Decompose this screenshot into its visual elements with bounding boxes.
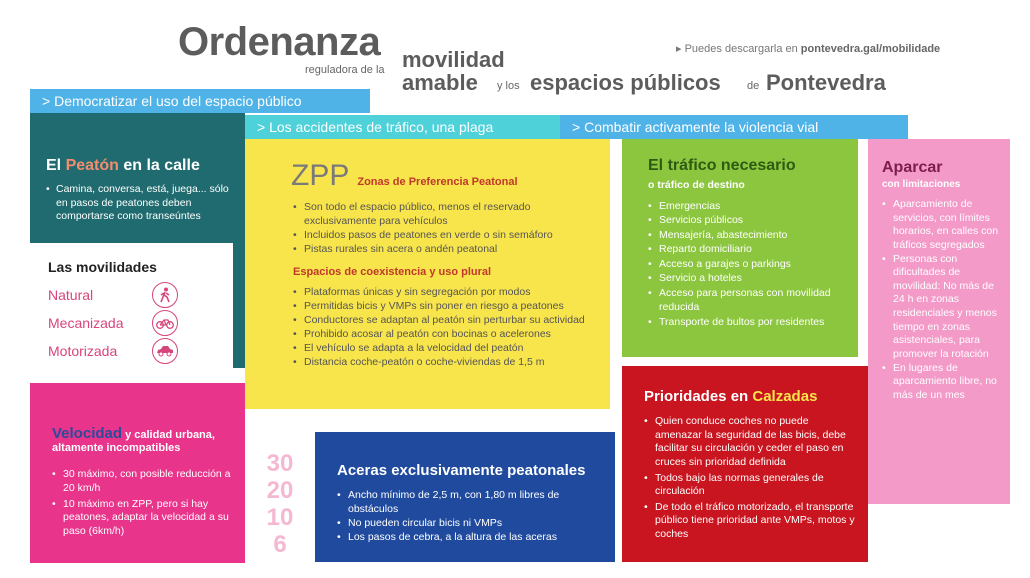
list-item: • No pueden circular bicis ni VMPs bbox=[337, 517, 605, 531]
list-item: • El vehículo se adapta a la velocidad del peatón bbox=[293, 342, 592, 356]
title-reguladora: reguladora de la bbox=[305, 64, 385, 76]
title-movilidad: movilidad bbox=[402, 47, 505, 72]
prioridades-panel bbox=[622, 366, 868, 562]
trafico-subtitle: o tráfico de destino bbox=[648, 179, 745, 191]
list-item: • En lugares de aparcamiento libre, no más de un mes bbox=[882, 362, 1004, 403]
movilidades-panel bbox=[30, 243, 245, 368]
velocidad-panel bbox=[30, 383, 245, 563]
list-item: • Prohibido acosar al peatón con bocinas o acelerones bbox=[293, 328, 592, 342]
list-item: • Todos bajo las normas generales de circulación bbox=[644, 472, 858, 499]
velocidad-subtitle: altamente incompatibles bbox=[52, 442, 181, 455]
teal-side-bar bbox=[233, 243, 245, 368]
zpp-list bbox=[293, 201, 592, 256]
list-item: • Permitidas bicis y VMPs sin poner en riesgo a peatones bbox=[293, 300, 592, 314]
velocidad-list bbox=[52, 468, 233, 538]
list-item: • Acceso para personas con movilidad reducida bbox=[648, 286, 846, 315]
speed-numbers bbox=[258, 450, 302, 558]
list-item: • Transporte de bultos por residentes bbox=[648, 315, 846, 329]
list-item: • Quien conduce coches no puede amenazar la seguridad de las bicis, debe facilitar su circulación y ceder el paso en cruces sin prioridad definida bbox=[644, 415, 858, 470]
title-de: de bbox=[747, 80, 760, 92]
speed-number: 30 bbox=[266, 450, 294, 477]
trafico-title: El tráfico necesario bbox=[648, 157, 796, 174]
title-pontevedra: Pontevedra bbox=[766, 70, 886, 95]
aparcar-list bbox=[882, 198, 1004, 403]
download-note bbox=[676, 42, 940, 55]
list-item: • 10 máximo en ZPP, pero si hay peatones, adaptar la velocidad a su paso (6km/h) bbox=[52, 498, 233, 539]
aceras-title: Aceras exclusivamente peatonales bbox=[337, 462, 586, 479]
list-item: • Acceso a garajes o parkings bbox=[648, 257, 846, 271]
peaton-text: • Camina, conversa, está, juega... sólo en pasos de peatones deben comportarse como transeúntes bbox=[46, 183, 231, 224]
banner-accidentes: > Los accidentes de tráfico, una plaga bbox=[245, 115, 560, 139]
speed-number: 20 bbox=[266, 477, 294, 504]
list-item: • Servicios públicos bbox=[648, 213, 846, 227]
chevron-right-icon: > bbox=[42, 93, 55, 109]
movilidad-motorizada: Motorizada bbox=[48, 337, 245, 365]
aparcar-title: Aparcar bbox=[882, 159, 943, 176]
velocidad-title: Velocidad y calidad urbana, bbox=[52, 425, 215, 442]
peaton-panel bbox=[30, 113, 245, 243]
chevron-right-icon: > bbox=[572, 119, 585, 135]
zpp-panel bbox=[245, 139, 610, 409]
list-item: • De todo el tráfico motorizado, el transporte público tiene prioridad ante VMPs, motos y coches bbox=[644, 501, 858, 542]
aceras-list bbox=[337, 489, 605, 544]
bicycle-icon bbox=[152, 310, 178, 336]
banner-violencia-vial: > Combatir activamente la violencia vial bbox=[560, 115, 908, 139]
zpp-big-title: ZPP bbox=[291, 159, 350, 192]
zpp-list2 bbox=[293, 286, 592, 369]
list-item: • 30 máximo, con posible reducción a 20 km/h bbox=[52, 468, 233, 495]
list-item: • Conductores se adaptan al peatón sin perturbar su actividad bbox=[293, 314, 592, 328]
list-item: • Emergencias bbox=[648, 199, 846, 213]
title-y-los: y los bbox=[497, 80, 520, 92]
list-item: • Plataformas únicas y sin segregación por modos bbox=[293, 286, 592, 300]
list-item: • Servicio a hoteles bbox=[648, 271, 846, 285]
title-amable: amable bbox=[402, 70, 478, 95]
list-item: • Ancho mínimo de 2,5 m, con 1,80 m libres de obstáculos bbox=[337, 489, 605, 517]
list-item: • Los pasos de cebra, a la altura de las aceras bbox=[337, 531, 605, 545]
arrow-icon: ▸ bbox=[676, 43, 682, 55]
download-prefix: Puedes descargarla en bbox=[684, 43, 798, 55]
list-item: • Reparto domiciliario bbox=[648, 242, 846, 256]
chevron-right-icon: > bbox=[257, 119, 270, 135]
movilidad-natural: Natural bbox=[48, 281, 245, 309]
car-icon bbox=[152, 338, 178, 364]
walking-person-icon bbox=[152, 282, 178, 308]
speed-number: 10 bbox=[266, 504, 294, 531]
list-item: • Mensajería, abastecimiento bbox=[648, 228, 846, 242]
trafico-list bbox=[648, 199, 846, 329]
aceras-panel bbox=[315, 432, 615, 562]
zpp-subtitle: Zonas de Preferencia Peatonal bbox=[357, 176, 518, 188]
aparcar-panel bbox=[868, 139, 1010, 504]
prioridades-list bbox=[644, 415, 858, 542]
zpp-heading2: Espacios de coexistencia y uso plural bbox=[293, 266, 492, 279]
trafico-panel bbox=[622, 139, 858, 357]
list-item: • Aparcamiento de servicios, con límites horarios, en calles con tráficos segregados bbox=[882, 198, 1004, 253]
prioridades-title: Prioridades en Calzadas bbox=[644, 388, 818, 405]
speed-number: 6 bbox=[273, 531, 287, 558]
movilidad-mecanizada: Mecanizada bbox=[48, 309, 245, 337]
peaton-title: El Peatón en la calle bbox=[46, 157, 200, 174]
movilidades-title: Las movilidades bbox=[48, 259, 157, 275]
list-item: • Son todo el espacio público, menos el reservado exclusivamente para vehículos bbox=[293, 201, 592, 229]
download-link[interactable]: pontevedra.gal/mobilidade bbox=[800, 43, 941, 55]
list-item: • Distancia coche-peatón o coche-viviendas de 1,5 m bbox=[293, 356, 592, 370]
banner-democratizar: > Democratizar el uso del espacio público bbox=[30, 89, 370, 113]
title-espacios: espacios públicos bbox=[530, 70, 721, 95]
list-item: • Personas con dificultades de movilidad: No más de 24 h en zonas residenciales y menos tiempo en zonas asistenciales, para promover la rotación bbox=[882, 253, 1004, 362]
title-ordenanza: Ordenanza bbox=[178, 20, 381, 64]
aparcar-subtitle: con limitaciones bbox=[882, 179, 961, 190]
list-item: • Incluidos pasos de peatones en verde o sin semáforo bbox=[293, 229, 592, 243]
list-item: • Pistas rurales sin acera o andén peatonal bbox=[293, 243, 592, 257]
